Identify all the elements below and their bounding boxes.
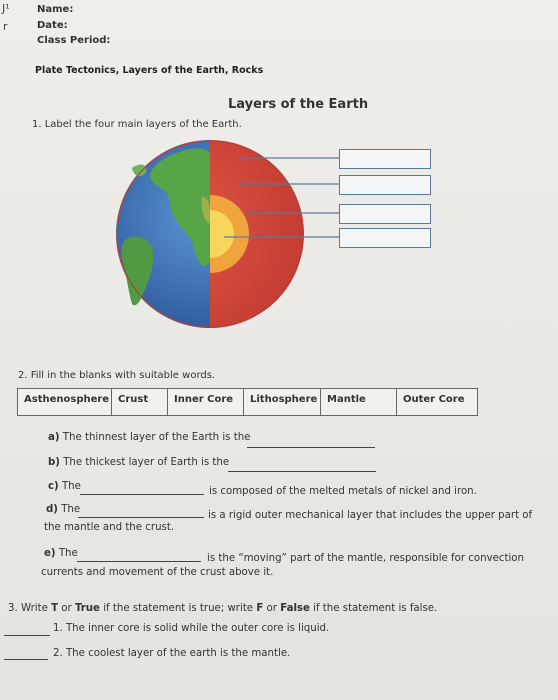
q2-item-b-letter: b) [48, 457, 60, 468]
q2-item-c-letter: c) [48, 481, 59, 492]
q2-item-b-text: The thickest layer of Earth is the [59, 457, 230, 468]
q2-item-a [48, 432, 250, 443]
word-bank-outer-core: Outer Core [403, 394, 465, 405]
q2-prompt: 2. Fill in the blanks with suitable words. [18, 370, 216, 381]
q3-prompt [8, 603, 437, 614]
q2-item-e-blank[interactable] [77, 560, 201, 562]
date-label: Date: [37, 20, 68, 31]
q2-item-e-start [44, 548, 78, 559]
q2-item-a-text: The thinnest layer of the Earth is the [59, 432, 251, 443]
q2-item-e-continuation: currents and movement of the crust above it. [41, 567, 274, 578]
word-bank-mantle: Mantle [321, 389, 397, 415]
section-title: Layers of the Earth [228, 97, 369, 112]
q2-item-c-start [48, 481, 81, 492]
layer-label-box-1[interactable] [339, 149, 431, 169]
q3-or-2: or [263, 603, 281, 614]
q2-item-d-blank[interactable] [78, 516, 204, 518]
q2-item-d-letter: d) [46, 504, 58, 515]
q2-item-c-post: is composed of the melted metals of nickel and iron. [209, 486, 477, 497]
q2-item-b-blank[interactable] [228, 470, 376, 472]
q2-item-c-pre: The [58, 481, 81, 492]
margin-mark-top: J¹ [2, 2, 10, 15]
word-bank [17, 388, 478, 416]
class-period-label: Class Period: [37, 35, 111, 46]
q3-or-1: or [58, 603, 75, 614]
q3-true-word: True [74, 603, 100, 614]
q3-answer-blank-1[interactable] [4, 634, 50, 636]
q2-item-b [48, 457, 229, 468]
name-label: Name: [37, 4, 74, 15]
q1-prompt: 1. Label the four main layers of the Earth. [32, 119, 242, 130]
q2-item-c-blank[interactable] [80, 493, 204, 495]
margin-mark-second: r [3, 20, 8, 33]
layer-label-box-4[interactable] [339, 228, 431, 248]
word-bank-crust: Crust [112, 389, 168, 415]
q2-item-a-letter: a) [48, 432, 60, 443]
q2-item-d-start [46, 504, 80, 515]
subject-heading: Plate Tectonics, Layers of the Earth, Rocks [35, 65, 264, 76]
q3-statement-1: 1. The inner core is solid while the outer core is liquid. [53, 623, 330, 634]
q2-item-d-continuation: the mantle and the crust. [44, 522, 175, 533]
word-bank-asthenosphere: Asthenosphere [18, 389, 112, 415]
q3-t: T [51, 603, 59, 614]
q3-false-word: False [280, 603, 310, 614]
layer-label-box-3[interactable] [339, 204, 431, 224]
layer-label-box-2[interactable] [339, 175, 431, 195]
q3-prompt-c: if the statement is false. [309, 603, 438, 614]
q3-f: F [256, 603, 264, 614]
q2-item-e-letter: e) [44, 548, 56, 559]
word-bank-lithosphere: Lithosphere [244, 389, 321, 415]
q2-item-d-post: is a rigid outer mechanical layer that includes the upper part of [208, 510, 533, 521]
q3-answer-blank-2[interactable] [4, 658, 48, 660]
q3-prompt-b: if the statement is true; write [99, 603, 257, 614]
q3-prompt-a: 3. Write [8, 603, 52, 614]
q2-item-d-pre: The [57, 504, 81, 515]
q3-statement-2: 2. The coolest layer of the earth is the mantle. [53, 648, 291, 659]
q2-item-e-post: is the “moving” part of the mantle, responsible for convection [207, 553, 524, 564]
q2-item-a-blank[interactable] [247, 446, 375, 448]
q2-item-e-pre: The [55, 548, 78, 559]
word-bank-inner-core: Inner Core [168, 389, 244, 415]
